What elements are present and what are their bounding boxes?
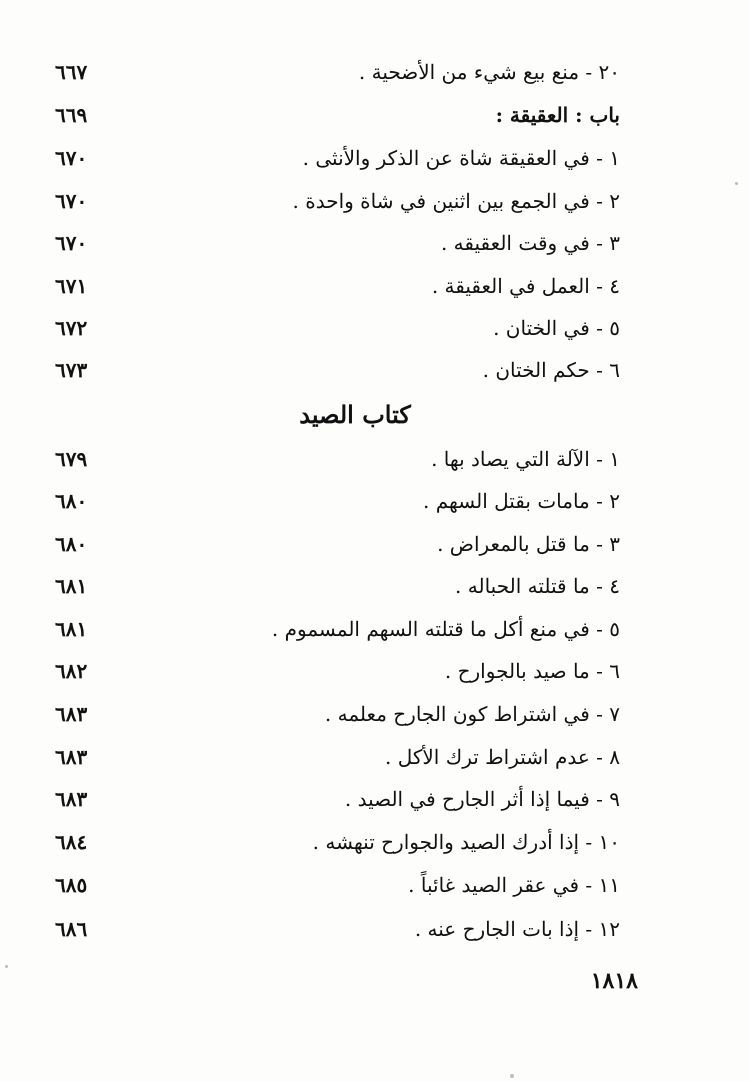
toc-page-number: ٦٧٢ [55,316,88,340]
toc-row [0,52,750,92]
toc-row [0,822,750,862]
toc-page-number: ٦٧٣ [55,358,88,382]
toc-page-number: ٦٨٣ [55,745,88,769]
toc-page-number: ٦٧٠ [55,189,88,213]
toc-entry-title: ٣ - ما قتل بالمعراض . [437,532,620,556]
toc-entry-title: ٤ - العمل في العقيقة . [431,274,620,298]
toc-row [0,138,750,178]
toc-row [0,566,750,606]
toc-entry-title: ٥ - في الختان . [493,316,620,340]
toc-entry-title: ٢ - في الجمع بين اثنين في شاة واحدة . [292,189,620,213]
toc-entry-title: ١١ - في عقر الصيد غائباً . [408,873,620,897]
toc-entry-title: ٢٠ - منع بيع شيء من الأضحية . [358,60,620,84]
scan-speck [5,965,8,968]
toc-page-number: ٦٨٥ [55,873,88,897]
toc-row [0,737,750,777]
toc-page-number: ٦٧١ [55,274,88,298]
toc-entry-title: ٤ - ما قتلته الحباله . [455,574,620,598]
toc-entry-title: ٧ - في اشتراط كون الجارح معلمه . [324,702,620,726]
toc-page-number: ٦٦٩ [55,103,88,127]
toc-row [0,909,750,949]
toc-row [0,609,750,649]
toc-page-number: ٦٨٢ [55,659,88,683]
toc-entry-title: ٦ - حكم الختان . [482,358,620,382]
toc-row [0,223,750,263]
toc-page-number: ٦٨١ [55,574,88,598]
toc-entry-title: ٥ - في منع أكل ما قتلته السهم المسموم . [271,617,620,641]
toc-entry-title: باب : العقيقة : [495,103,620,127]
toc-row [0,181,750,221]
toc-entry-title: ٨ - عدم اشتراط ترك الأكل . [385,745,620,769]
toc-row [0,308,750,348]
toc-row [0,524,750,564]
toc-row [0,651,750,691]
toc-entry-title: ٦ - ما صيد بالجوارح . [444,659,620,683]
toc-page-number: ٦٧٩ [55,447,88,471]
toc-entry-title: ٣ - في وقت العقيقه . [440,231,620,255]
footer-page-number: ١٨١٨ [590,968,638,994]
toc-subheading-row [0,95,750,135]
toc-entry-title: ٢ - مامات بقتل السهم . [423,489,620,513]
toc-row [0,439,750,479]
toc-page-number: ٦٧٠ [55,231,88,255]
toc-page-number: ٦٨٠ [55,489,88,513]
toc-row [0,266,750,306]
toc-page-number: ٦٨٤ [55,830,88,854]
scan-speck [510,1074,514,1078]
scan-speck [735,182,738,185]
toc-entry-title: ١٢ - إذا بات الجارح عنه . [414,917,620,941]
toc-page-number: ٦٨٣ [55,787,88,811]
toc-row [0,481,750,521]
toc-page-number: ٦٨١ [55,617,88,641]
toc-row [0,694,750,734]
toc-row [0,350,750,390]
toc-entry-title: ٩ - فيما إذا أثر الجارح في الصيد . [344,787,620,811]
toc-row [0,865,750,905]
toc-page-number: ٦٨٦ [55,917,88,941]
toc-entry-title: ١ - في العقيقة شاة عن الذكر والأنثى . [302,146,620,170]
toc-page-number: ٦٧٠ [55,146,88,170]
toc-page-number: ٦٦٧ [55,60,88,84]
toc-row [0,779,750,819]
section-heading: كتاب الصيد [299,400,411,429]
toc-page-number: ٦٨٣ [55,702,88,726]
toc-entry-title: ١٠ - إذا أدرك الصيد والجوارح تنهشه . [312,830,620,854]
toc-entry-title: ١ - الآلة التي يصاد بها . [431,447,620,471]
toc-page-number: ٦٨٠ [55,532,88,556]
